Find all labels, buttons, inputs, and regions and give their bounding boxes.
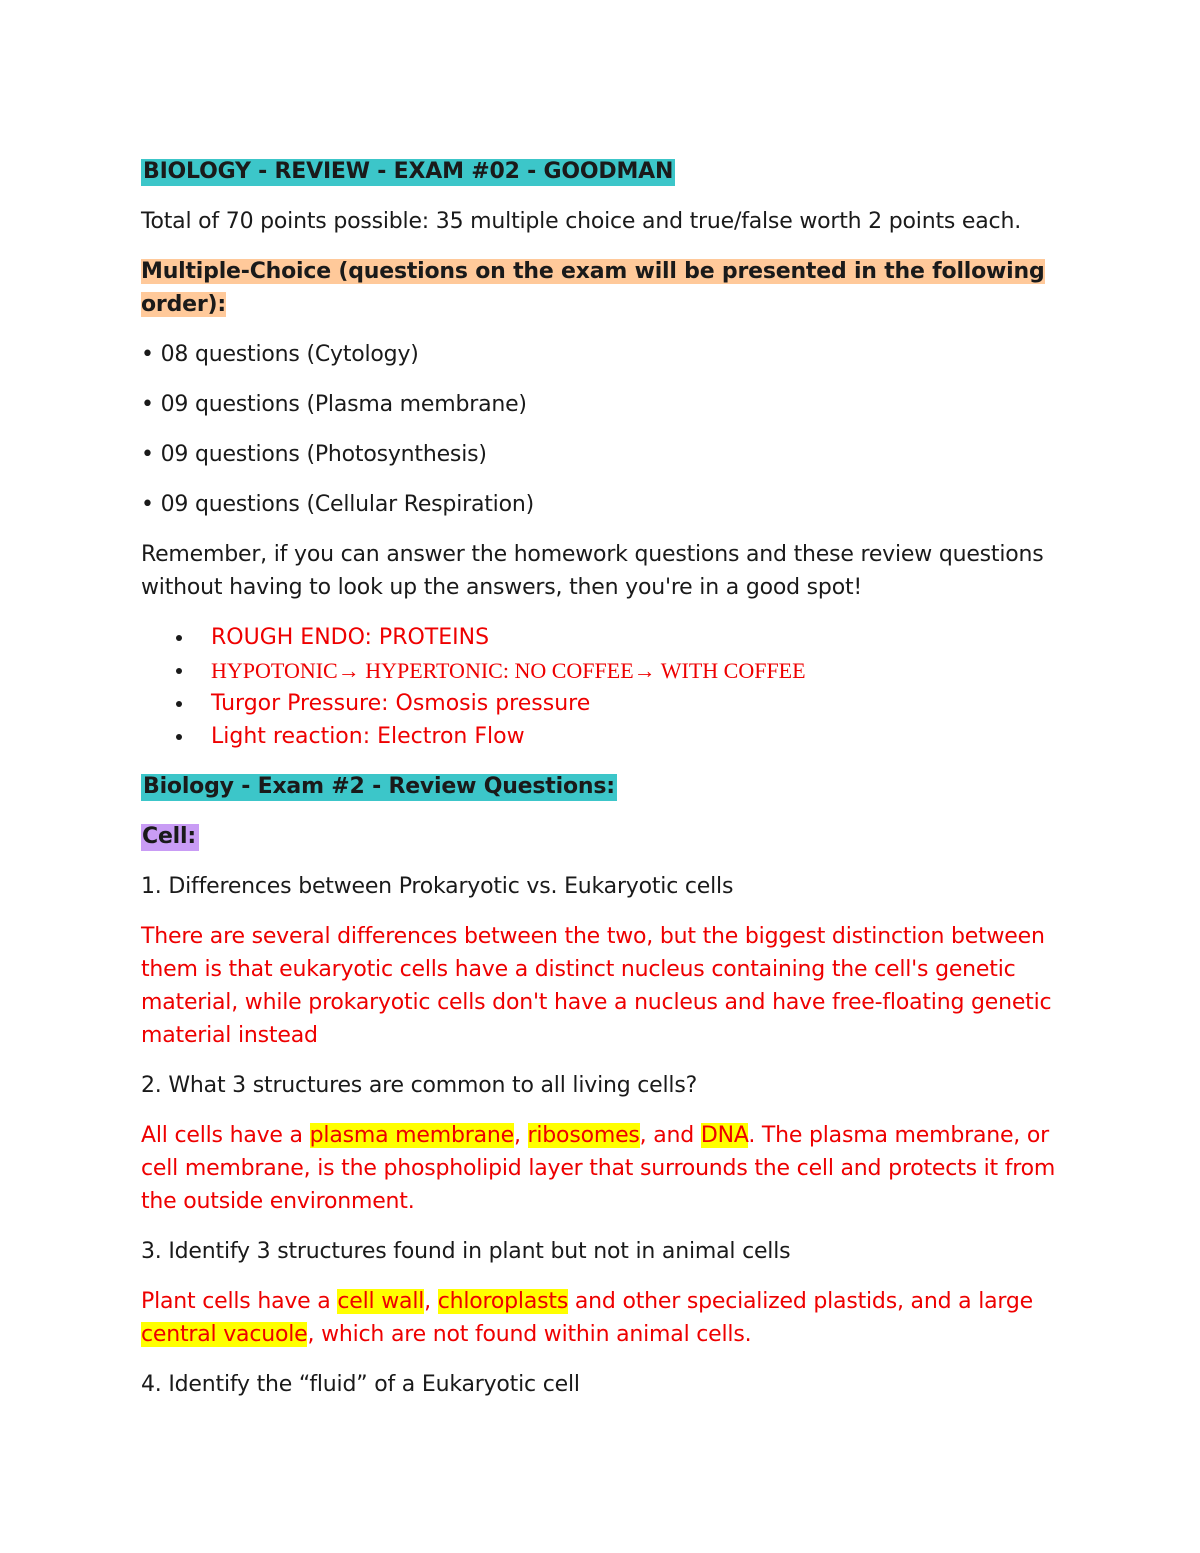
answer-text: All cells have a bbox=[141, 1123, 310, 1148]
notes-list bbox=[141, 621, 1071, 753]
highlight-term: DNA bbox=[700, 1123, 749, 1148]
question-3: 3. Identify 3 structures found in plant but not in animal cells bbox=[141, 1239, 791, 1264]
note-text: HYPOTONIC→ HYPERTONIC: NO COFFEE→ WITH COFFEE bbox=[211, 658, 806, 683]
question-2: 2. What 3 structures are common to all living cells? bbox=[141, 1073, 698, 1098]
question-4: 4. Identify the “fluid” of a Eukaryotic cell bbox=[141, 1372, 580, 1397]
cell-heading-highlight: Cell: bbox=[141, 824, 199, 851]
note-text: Light reaction: Electron Flow bbox=[211, 724, 525, 749]
note-text: Turgor Pressure: Osmosis pressure bbox=[211, 691, 591, 716]
answer-1: There are several differences between the two, but the biggest distinction between them is that eukaryotic cells have a distinct nucleus containing the cell's genetic material, while prokaryotic cells don't have a nucleus and have free-floating genetic material instead bbox=[141, 924, 1052, 1048]
highlight-term: cell wall bbox=[337, 1289, 425, 1314]
answer-text: , and bbox=[639, 1123, 701, 1148]
title-highlight: BIOLOGY - REVIEW - EXAM #02 - GOODMAN bbox=[143, 159, 674, 184]
note-item bbox=[141, 720, 1071, 753]
answer-text: , which are not found within animal cells. bbox=[307, 1322, 752, 1347]
reminder-text: Remember, if you can answer the homework questions and these review questions without having to look up the answers, then you're in a good spot! bbox=[141, 542, 1044, 600]
note-item bbox=[141, 687, 1071, 720]
section-heading-cell bbox=[141, 820, 1071, 853]
highlight-term: plasma membrane bbox=[309, 1123, 514, 1148]
answer-text: , bbox=[424, 1289, 438, 1314]
review-heading-highlight: Biology - Exam #2 - Review Questions: bbox=[143, 774, 615, 799]
bullet-dot-icon bbox=[176, 668, 182, 674]
note-item bbox=[141, 621, 1071, 654]
intro-text: Total of 70 points possible: 35 multiple choice and true/false worth 2 points each. bbox=[141, 209, 1021, 234]
question-1: 1. Differences between Prokaryotic vs. Eukaryotic cells bbox=[141, 874, 734, 899]
highlight-term: central vacuole bbox=[141, 1322, 308, 1347]
answer-text: and other specialized plastids, and a large bbox=[568, 1289, 1033, 1314]
answer-text: . The plasma membrane, or cell membrane, is the phospholipid layer that surrounds the cell and protects it from the outside environment. bbox=[141, 1123, 1056, 1214]
note-text: ROUGH ENDO: PROTEINS bbox=[211, 625, 490, 650]
question-count-cellular-respiration: • 09 questions (Cellular Respiration) bbox=[141, 492, 534, 517]
answer-2 bbox=[141, 1119, 1071, 1218]
bullet-dot-icon bbox=[176, 701, 182, 707]
question-count-plasma-membrane: • 09 questions (Plasma membrane) bbox=[141, 392, 527, 417]
document-title bbox=[141, 155, 1071, 188]
highlight-term: chloroplasts bbox=[437, 1289, 569, 1314]
answer-text: Plant cells have a bbox=[141, 1289, 338, 1314]
document-page bbox=[141, 155, 1071, 1418]
bullet-dot-icon bbox=[176, 635, 182, 641]
highlight-term: ribosomes bbox=[527, 1123, 640, 1148]
mc-heading-highlight: Multiple-Choice (questions on the exam will be presented in the following order): bbox=[141, 259, 1045, 317]
answer-3 bbox=[141, 1285, 1071, 1351]
multiple-choice-heading bbox=[141, 255, 1071, 321]
question-count-photosynthesis: • 09 questions (Photosynthesis) bbox=[141, 442, 487, 467]
bullet-dot-icon bbox=[176, 734, 182, 740]
review-questions-heading bbox=[141, 770, 1071, 803]
question-count-cytology: • 08 questions (Cytology) bbox=[141, 342, 419, 367]
answer-text: , bbox=[513, 1123, 528, 1148]
note-item bbox=[141, 654, 1071, 687]
